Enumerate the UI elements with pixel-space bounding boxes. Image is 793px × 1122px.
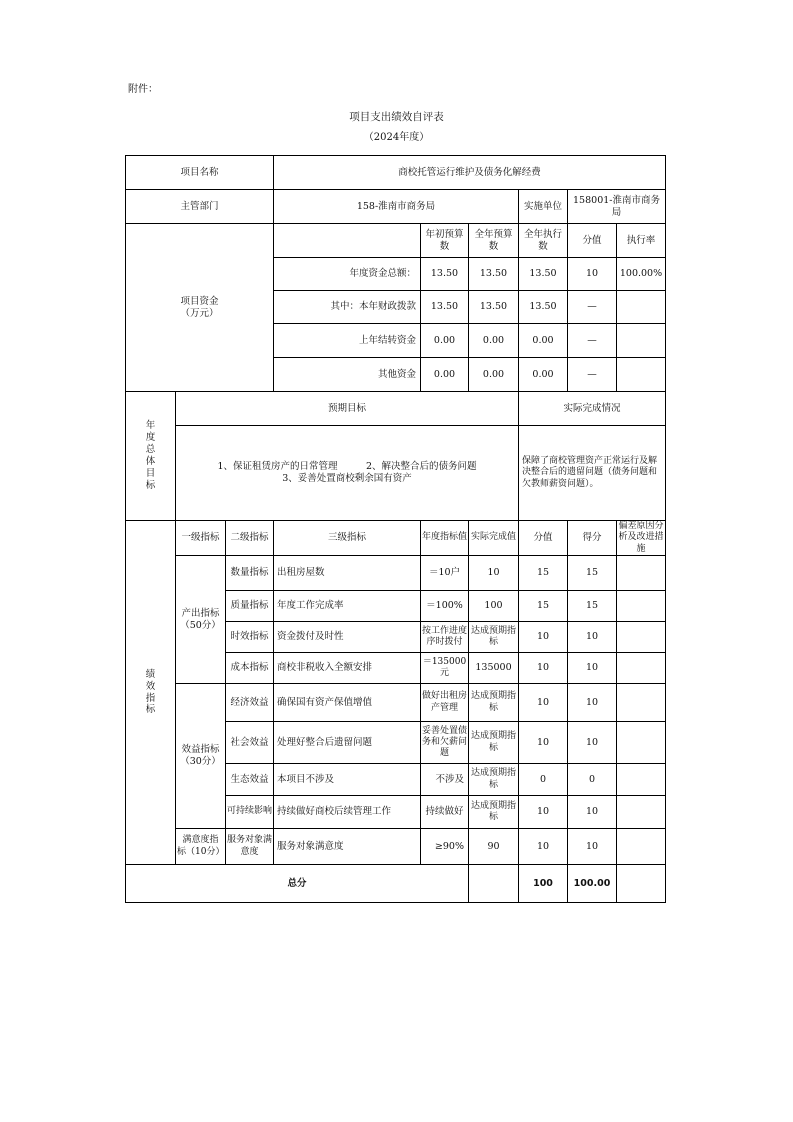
total-score-value: 100 <box>519 865 568 903</box>
attachment-label: 附件： <box>128 84 158 95</box>
indicator-actual: 达成预期指标 <box>469 684 519 722</box>
indicator-level3: 资金拨付及时性 <box>274 622 421 653</box>
ind-header-score: 得分 <box>568 521 617 556</box>
indicator-target: ≥90% <box>421 829 469 865</box>
indicator-score-value: 10 <box>519 796 568 829</box>
indicator-level2: 经济效益 <box>226 684 274 722</box>
indicator-score-value: 15 <box>519 591 568 622</box>
indicator-score: 10 <box>568 622 617 653</box>
indicator-level2: 成本指标 <box>226 653 274 684</box>
funds-row-init: 13.50 <box>421 291 469 324</box>
page-title: 项目支出绩效自评表 <box>349 111 444 123</box>
indicator-target: 持续做好 <box>421 796 469 829</box>
indicator-score: 10 <box>568 796 617 829</box>
goals-content-row <box>126 426 666 521</box>
evaluation-table <box>125 155 666 903</box>
indicators-header-row <box>126 521 666 556</box>
indicator-target: 妥善处置债务和欠薪问题 <box>421 722 469 764</box>
indicator-score-value: 10 <box>519 829 568 865</box>
indicator-level3: 处理好整合后遗留问题 <box>274 722 421 764</box>
indicator-score-value: 10 <box>519 622 568 653</box>
ind-header-note: 偏差原因分析及改进措施 <box>618 521 664 554</box>
indicator-score: 10 <box>568 684 617 722</box>
indicator-actual: 达成预期指标 <box>469 722 519 764</box>
funds-header-blank <box>274 224 421 258</box>
indicator-level2: 服务对象满意度 <box>226 829 274 865</box>
indicator-actual: 100 <box>469 591 519 622</box>
indicator-score-value: 15 <box>519 556 568 591</box>
indicator-actual: 达成预期指标 <box>469 796 519 829</box>
dept-value: 158-淮南市商务局 <box>274 190 519 224</box>
indicator-note <box>617 591 666 622</box>
funds-header-row <box>126 224 666 258</box>
indicator-score: 10 <box>568 653 617 684</box>
ind-header-actual: 实际完成值 <box>469 521 519 556</box>
report-year: （2024年度） <box>363 132 430 143</box>
indicator-score-value: 10 <box>519 653 568 684</box>
indicator-note <box>617 556 666 591</box>
funds-row-full: 0.00 <box>469 324 519 358</box>
indicator-level2: 社会效益 <box>226 722 274 764</box>
indicator-target: ＝135000元 <box>421 653 469 684</box>
indicator-note <box>617 653 666 684</box>
funds-header-full: 全年预算数 <box>469 224 519 258</box>
indicator-level3: 服务对象满意度 <box>274 829 421 865</box>
indicator-actual: 10 <box>469 556 519 591</box>
funds-row-exec: 0.00 <box>519 358 568 392</box>
goals-expected <box>176 426 519 521</box>
funds-row-exec: 13.50 <box>519 258 568 291</box>
funds-row-full: 13.50 <box>469 291 519 324</box>
funds-row-label: 其中：本年财政拨款 <box>274 291 421 324</box>
indicator-level3: 出租房屋数 <box>274 556 421 591</box>
indicator-score: 10 <box>568 722 617 764</box>
indicator-score: 15 <box>568 556 617 591</box>
funds-row-rate <box>617 291 666 324</box>
indicator-level3: 年度工作完成率 <box>274 591 421 622</box>
department-row <box>126 190 666 224</box>
total-note <box>617 865 666 903</box>
funds-row-exec: 13.50 <box>519 291 568 324</box>
indicator-level2: 生态效益 <box>226 764 274 796</box>
ind-header-level2: 二级指标 <box>226 521 274 556</box>
funds-row-label: 年度资金总额： <box>274 258 421 291</box>
funds-row-score-value: — <box>568 291 617 324</box>
goals-expected-line2: 3、妥善处置商校剩余国有资产 <box>282 473 412 484</box>
goals-expected-line1: 1、保证租赁房产的日常管理 2、解决整合后的债务问题 <box>217 461 477 473</box>
ind-header-score-value: 分值 <box>519 521 568 556</box>
goals-label: 年 度 总 体 目 标 <box>126 392 176 521</box>
dept-label: 主管部门 <box>126 190 274 224</box>
funds-row-init: 13.50 <box>421 258 469 291</box>
project-name-row <box>126 156 666 190</box>
indicator-score-value: 10 <box>519 684 568 722</box>
funds-header-exec: 全年执行数 <box>519 224 568 258</box>
indicator-score: 15 <box>568 591 617 622</box>
benefit-indicator-label: 效益指标 （30分） <box>176 684 226 829</box>
indicator-level3: 确保国有资产保值增值 <box>274 684 421 722</box>
indicator-level2: 可持续影响 <box>226 796 274 829</box>
indicator-level3: 本项目不涉及 <box>274 764 421 796</box>
goals-actual-header: 实际完成情况 <box>519 392 666 426</box>
indicator-note <box>617 829 666 865</box>
indicator-level2: 数量指标 <box>226 556 274 591</box>
ind-header-level1: 一级指标 <box>176 521 226 556</box>
indicator-note <box>617 722 666 764</box>
indicator-target: 按工作进度序时拨付 <box>421 622 469 653</box>
total-actual <box>469 865 519 903</box>
funds-header-score-value: 分值 <box>568 224 617 258</box>
indicator-note <box>617 622 666 653</box>
indicator-actual: 达成预期指标 <box>469 622 519 653</box>
indicator-note <box>617 796 666 829</box>
funds-row-label: 其他资金 <box>274 358 421 392</box>
indicator-actual: 135000 <box>469 653 519 684</box>
indicator-level3: 持续做好商校后续管理工作 <box>274 796 421 829</box>
total-row <box>126 865 666 903</box>
total-score: 100.00 <box>568 865 617 903</box>
project-name: 商校托管运行维护及债务化解经费 <box>274 156 666 190</box>
indicator-target: 不涉及 <box>421 764 469 796</box>
indicator-level2: 质量指标 <box>226 591 274 622</box>
funds-row-init: 0.00 <box>421 358 469 392</box>
goals-header-row <box>126 392 666 426</box>
unit-label: 实施单位 <box>519 190 568 224</box>
indicator-target: ＝100% <box>421 591 469 622</box>
unit-value: 158001-淮南市商务局 <box>568 190 666 224</box>
funds-row-score-value: — <box>568 358 617 392</box>
funds-label: 项目资金 （万元） <box>126 224 274 392</box>
funds-row-full: 0.00 <box>469 358 519 392</box>
indicator-score-value: 10 <box>519 722 568 764</box>
indicator-target: ＝10户 <box>421 556 469 591</box>
indicator-row <box>126 684 666 722</box>
ind-header-level3: 三级指标 <box>274 521 421 556</box>
goals-expected-header: 预期目标 <box>176 392 519 426</box>
funds-row-init: 0.00 <box>421 324 469 358</box>
funds-header-rate: 执行率 <box>617 224 666 258</box>
indicator-row <box>126 556 666 591</box>
funds-row-rate <box>617 358 666 392</box>
indicator-note <box>617 684 666 722</box>
project-name-label: 项目名称 <box>126 156 274 190</box>
indicator-level2: 时效指标 <box>226 622 274 653</box>
indicator-score: 0 <box>568 764 617 796</box>
indicator-actual: 90 <box>469 829 519 865</box>
indicators-label: 绩 效 指 标 <box>126 521 176 865</box>
goals-actual: 保障了商校管理资产正常运行及解决整合后的遗留问题（债务问题和欠教师薪资问题）。 <box>519 426 666 521</box>
funds-row-score-value: — <box>568 324 617 358</box>
funds-row-rate <box>617 324 666 358</box>
funds-header-init: 年初预算数 <box>421 224 469 258</box>
funds-row-rate: 100.00% <box>617 258 666 291</box>
indicator-target: 做好出租房产管理 <box>421 684 469 722</box>
indicator-actual: 达成预期指标 <box>469 764 519 796</box>
funds-row-full: 13.50 <box>469 258 519 291</box>
output-indicator-label: 产出指标 （50分） <box>176 556 226 684</box>
ind-header-target: 年度指标值 <box>421 521 469 556</box>
indicator-level3: 商校非税收入全额安排 <box>274 653 421 684</box>
indicator-row <box>126 829 666 865</box>
satisfaction-indicator-label: 满意度指 标（10分） <box>176 829 226 865</box>
funds-row-label: 上年结转资金 <box>274 324 421 358</box>
indicator-note <box>617 764 666 796</box>
indicator-score: 10 <box>568 829 617 865</box>
funds-row-exec: 0.00 <box>519 324 568 358</box>
indicator-score-value: 0 <box>519 764 568 796</box>
funds-row-score-value: 10 <box>568 258 617 291</box>
total-label: 总分 <box>126 865 469 903</box>
